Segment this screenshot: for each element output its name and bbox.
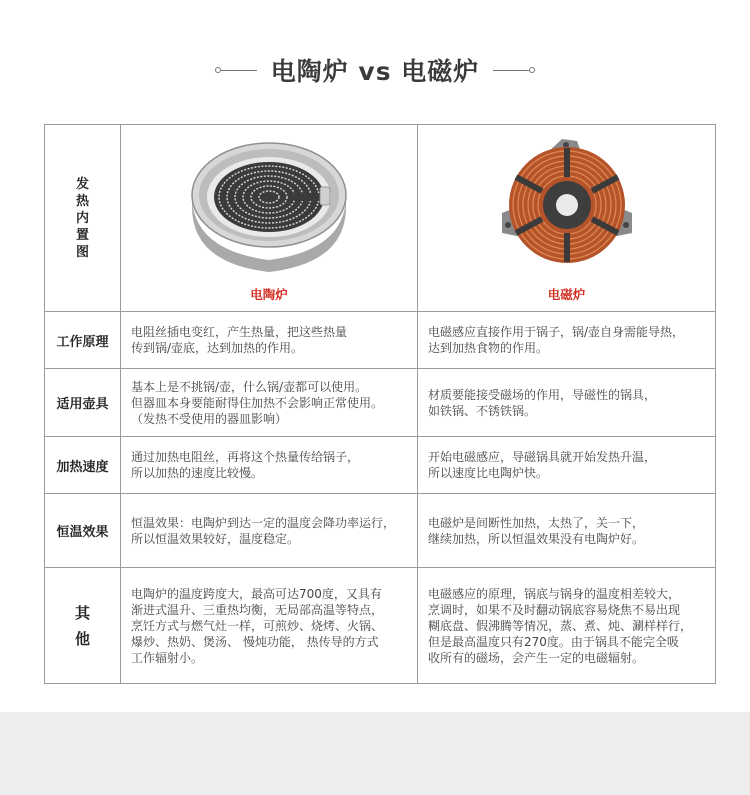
row-header-compatible-cookware: 适用壶具	[45, 369, 121, 437]
induction-constant-temperature: 电磁炉是间断性加热，太热了，关一下， 继续加热，所以恒温效果没有电陶炉好。	[418, 494, 716, 568]
table-row	[45, 437, 716, 494]
title-deco-right	[493, 67, 535, 73]
induction-heating-speed: 开始电磁感应，导磁锅具就开始发热升温， 所以速度比电陶炉快。	[418, 437, 716, 494]
row-header-working-principle: 工作原理	[45, 312, 121, 369]
page-title: 电陶炉 vs 电磁炉	[270, 57, 480, 86]
induction-other: 电磁感应的原理，锅底与锅身的温度相差较大， 烹调时，如果不及时翻动锅底容易烧焦不易出现 糊底盘、假沸腾等情况，蒸、煮、炖、涮样样行， 但是最高温度只有270度。由于锅具不能完全吸 收所有的磁场，会产生一定的电磁辐射。	[418, 568, 716, 684]
ceramic-stove-caption: 电陶炉	[250, 287, 288, 302]
ceramic-stove-image-cell	[121, 125, 418, 312]
comparison-table	[44, 124, 716, 684]
table-row	[45, 312, 716, 369]
induction-working-principle: 电磁感应直接作用于锅子，锅/壶自身需能导热， 达到加热食物的作用。	[418, 312, 716, 369]
induction-compatible-cookware: 材质要能接受磁场的作用，导磁性的锅具， 如铁锅、不锈铁锅。	[418, 369, 716, 437]
ceramic-heater-image	[121, 135, 417, 279]
induction-coil-image	[418, 135, 715, 279]
ceramic-constant-temperature: 恒温效果：电陶炉到达一定的温度会降功率运行， 所以恒温效果较好，温度稳定。	[121, 494, 418, 568]
induction-stove-image-cell	[418, 125, 716, 312]
ceramic-other: 电陶炉的温度跨度大，最高可达700度，又具有 渐进式温升、三重热均衡，无局部高温等特点， 烹饪方式与燃气灶一样，可煎炒、烧烤、火锅、 爆炒、热奶、煲汤、 慢炖功能， 热传导的方式 工作辐射小。	[121, 568, 418, 684]
table-row	[45, 369, 716, 437]
row-header-other: 其 他	[45, 568, 121, 684]
row-header-constant-temperature: 恒温效果	[45, 494, 121, 568]
induction-stove-caption: 电磁炉	[547, 287, 586, 302]
ceramic-heating-speed: 通过加热电阻丝，再将这个热量传给锅子， 所以加热的速度比较慢。	[121, 437, 418, 494]
table-row	[45, 568, 716, 684]
ceramic-working-principle: 电阻丝插电变红，产生热量，把这些热量 传到锅/壶底，达到加热的作用。	[121, 312, 418, 369]
title-row	[0, 50, 750, 90]
table-row-images	[45, 125, 716, 312]
ceramic-compatible-cookware: 基本上是不挑锅/壶，什么锅/壶都可以使用。 但器皿本身要能耐得住加热不会影响正常使用。 （发热不受使用的器皿影响）	[121, 369, 418, 437]
title-deco-left	[215, 67, 257, 73]
table-row	[45, 494, 716, 568]
row-header-heating-speed: 加热速度	[45, 437, 121, 494]
row-header-heating-element: 发 热 内 置 图	[45, 125, 121, 312]
